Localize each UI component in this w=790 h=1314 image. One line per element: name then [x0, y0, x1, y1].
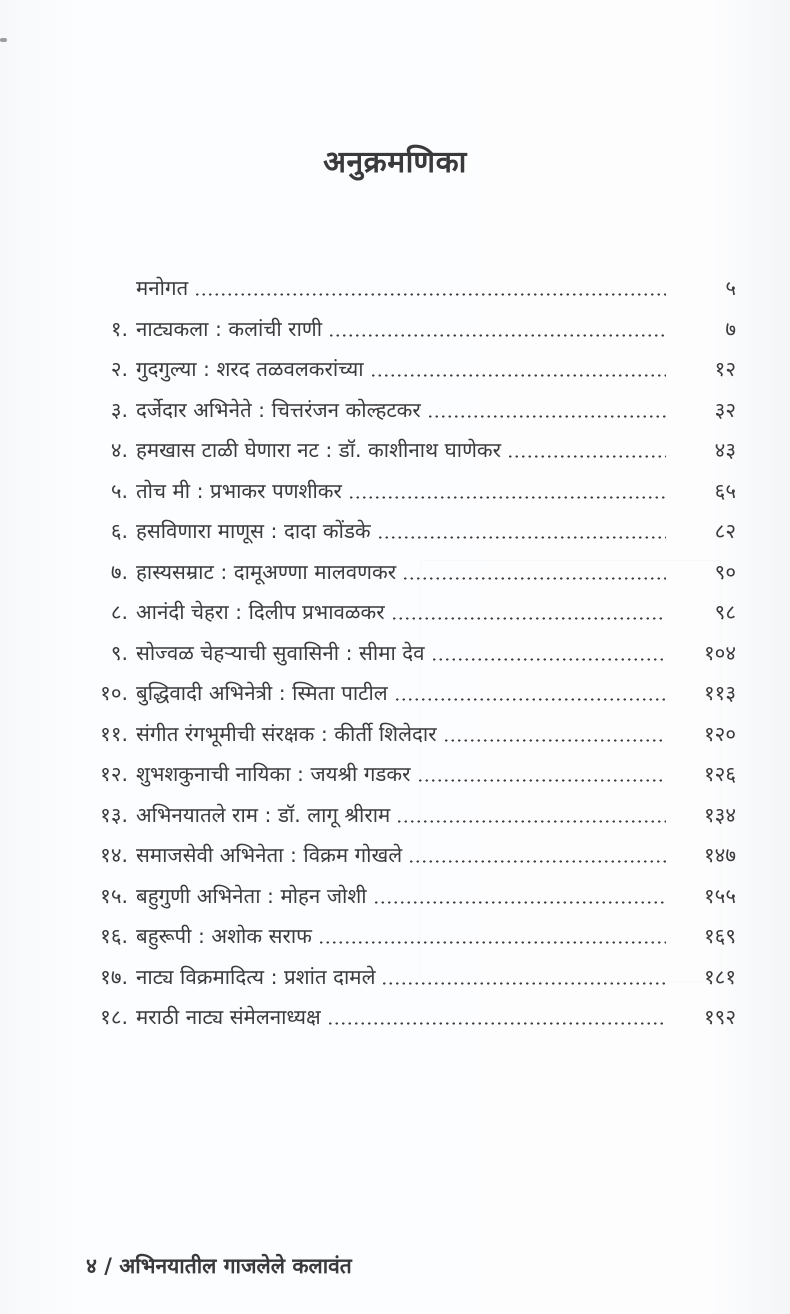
toc-entry-number: ८. — [110, 600, 128, 625]
toc-entry-title: नाट्य विक्रमादित्य : प्रशांत दामले — [136, 964, 376, 989]
toc-entry-page: १२६ — [704, 762, 736, 787]
toc-entry[interactable] — [78, 916, 738, 957]
toc-entry-title: अभिनयातले राम : डॉ. लागू श्रीराम — [136, 802, 391, 827]
table-of-contents — [78, 268, 738, 1038]
toc-entry[interactable] — [78, 309, 738, 350]
toc-entry-number: २. — [110, 357, 128, 382]
toc-entry-page: १०४ — [704, 640, 736, 665]
toc-entry-number: ४. — [110, 438, 128, 463]
toc-entry[interactable] — [78, 876, 738, 917]
toc-entry-number: १२. — [100, 762, 128, 787]
toc-entry-page: ६५ — [714, 478, 736, 503]
footer-page-number: ४ — [86, 1254, 97, 1278]
page-footer — [86, 1252, 352, 1280]
footer-separator: / — [104, 1254, 112, 1278]
toc-entry[interactable] — [78, 754, 738, 795]
toc-entry-page: १६९ — [704, 924, 736, 949]
toc-entry-page: १४७ — [704, 843, 736, 868]
toc-entry[interactable] — [78, 349, 738, 390]
toc-entry-title: हसविणारा माणूस : दादा कोंडके — [136, 519, 371, 544]
toc-entry-page: १८१ — [704, 964, 736, 989]
toc-entry[interactable] — [78, 430, 738, 471]
toc-entry-number: १६. — [100, 924, 128, 949]
toc-entry-title: बुद्धिवादी अभिनेत्री : स्मिता पाटील — [136, 681, 388, 706]
toc-entry-number: ७. — [110, 559, 128, 584]
toc-entry-title: संगीत रंगभूमीची संरक्षक : कीर्ती शिलेदार — [136, 721, 437, 746]
toc-entry-number: १०. — [100, 681, 128, 706]
toc-entry-number: १४. — [100, 843, 128, 868]
leader-dots — [377, 520, 666, 542]
toc-entry-page: ९० — [714, 559, 736, 584]
toc-entry-number: ९. — [110, 640, 128, 665]
toc-entry[interactable] — [78, 633, 738, 674]
toc-entry-number: ३. — [110, 397, 128, 422]
toc-entry-title: शुभशकुनाची नायिका : जयश्री गडकर — [136, 762, 411, 787]
leader-dots — [328, 318, 666, 340]
toc-entry-title: गुदगुल्या : शरद तळवलकरांच्या — [136, 357, 364, 382]
toc-entry-title: हास्यसम्राट : दामूअण्णा मालवणकर — [136, 559, 397, 584]
page-title: अनुक्रमणिका — [323, 145, 467, 180]
leader-dots — [348, 480, 666, 502]
toc-entry[interactable] — [78, 795, 738, 836]
toc-entry-page: ५ — [725, 276, 736, 301]
toc-entry-title: दर्जेदार अभिनेते : चित्तरंजन कोल्हटकर — [136, 397, 421, 422]
toc-entry-number: १३. — [100, 802, 128, 827]
toc-entry[interactable] — [78, 390, 738, 431]
leader-dots — [396, 804, 666, 826]
leader-dots — [507, 439, 666, 461]
toc-entry-preface[interactable] — [78, 268, 738, 309]
toc-entry[interactable] — [78, 552, 738, 593]
toc-entry-number: १. — [110, 316, 128, 341]
toc-entry[interactable] — [78, 957, 738, 998]
toc-entry-title: सोज्वळ चेहऱ्याची सुवासिनी : सीमा देव — [136, 640, 425, 665]
toc-entry-number: ५. — [110, 478, 128, 503]
leader-dots — [431, 642, 666, 664]
leader-dots — [370, 358, 666, 380]
leader-dots — [402, 561, 666, 583]
toc-entry-page: ११३ — [704, 681, 736, 706]
toc-entry-title: बहुरूपी : अशोक सराफ — [136, 924, 312, 949]
toc-entry-title: आनंदी चेहरा : दिलीप प्रभावळकर — [136, 600, 385, 625]
toc-entry-title: मराठी नाट्य संमेलनाध्यक्ष — [136, 1005, 321, 1030]
toc-entry-title: बहुगुणी अभिनेता : मोहन जोशी — [136, 883, 367, 908]
toc-entry[interactable] — [78, 714, 738, 755]
leader-dots — [391, 601, 666, 623]
scan-speck — [0, 38, 7, 42]
toc-entry[interactable] — [78, 511, 738, 552]
toc-entry-title: हमखास टाळी घेणारा नट : डॉ. काशीनाथ घाणेकर — [136, 438, 502, 463]
toc-entry-page: १२० — [704, 721, 736, 746]
toc-entry-page: ४३ — [714, 438, 736, 463]
toc-entry-number: १५. — [100, 883, 128, 908]
toc-entry-number: १७. — [100, 964, 128, 989]
leader-dots — [417, 763, 666, 785]
toc-entry[interactable] — [78, 835, 738, 876]
leader-dots — [443, 723, 666, 745]
leader-dots — [381, 966, 666, 988]
toc-entry-number: ११. — [100, 721, 128, 746]
toc-entry[interactable] — [78, 471, 738, 512]
toc-entry-page: ७ — [725, 316, 736, 341]
toc-entry-page: ३२ — [714, 397, 736, 422]
toc-entry-title: नाट्यकला : कलांची राणी — [136, 316, 323, 341]
toc-entry-title: तोच मी : प्रभाकर पणशीकर — [136, 478, 342, 503]
toc-entry-page: ८२ — [714, 519, 736, 544]
leader-dots — [318, 925, 666, 947]
toc-entry-title: मनोगत — [136, 276, 189, 301]
toc-entry[interactable] — [78, 673, 738, 714]
toc-entry-page: १५५ — [704, 883, 736, 908]
toc-entry-page: १३४ — [704, 802, 736, 827]
toc-entry-number: ६. — [110, 519, 128, 544]
toc-entry-page: १२ — [714, 357, 736, 382]
footer-book-title: अभिनयातील गाजलेले कलावंत — [119, 1254, 352, 1278]
leader-dots — [327, 1006, 666, 1028]
toc-entry-page: ९८ — [714, 600, 736, 625]
toc-entry[interactable] — [78, 592, 738, 633]
leader-dots — [373, 885, 666, 907]
leader-dots — [427, 399, 666, 421]
toc-entry-page: १९२ — [704, 1005, 736, 1030]
toc-entry-number: १८. — [100, 1005, 128, 1030]
toc-entry-title: समाजसेवी अभिनेता : विक्रम गोखले — [136, 843, 403, 868]
leader-dots — [408, 844, 666, 866]
leader-dots — [194, 277, 666, 299]
toc-entry[interactable] — [78, 997, 738, 1038]
leader-dots — [394, 682, 666, 704]
